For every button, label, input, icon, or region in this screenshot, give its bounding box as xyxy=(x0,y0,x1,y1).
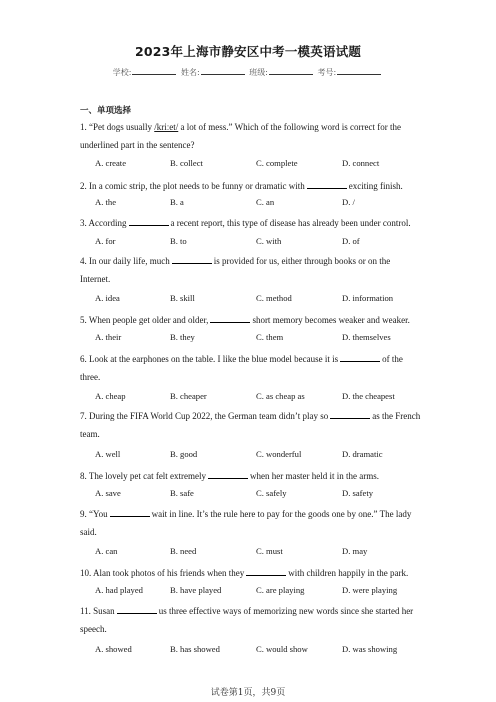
option-d[interactable]: D. connect xyxy=(342,158,380,168)
option-d[interactable]: D. may xyxy=(342,546,368,556)
option-c[interactable]: C. complete xyxy=(256,158,298,168)
student-info-line xyxy=(0,66,496,78)
option-d[interactable]: D. information xyxy=(342,293,394,303)
question-text: When people get older and older, xyxy=(88,315,209,325)
question-number: 3. xyxy=(80,218,87,228)
option-d[interactable]: D. themselves xyxy=(342,332,391,342)
option-c[interactable]: C. safely xyxy=(256,488,287,498)
option-b[interactable]: B. skill xyxy=(170,293,195,303)
option-c[interactable]: C. as cheap as xyxy=(256,391,305,401)
option-a[interactable]: A. for xyxy=(95,236,116,246)
answer-blank[interactable] xyxy=(246,566,286,576)
options-11 xyxy=(0,644,496,658)
options-6 xyxy=(0,391,496,405)
option-a[interactable]: A. cheap xyxy=(95,391,126,401)
question-text: a lot of mess.” Which of the following word is correct for the xyxy=(178,122,402,132)
options-9 xyxy=(0,546,496,560)
question-number: 6. xyxy=(80,354,87,364)
option-a[interactable]: A. showed xyxy=(95,644,132,654)
option-a[interactable]: A. the xyxy=(95,197,117,207)
question-text: wait in line. It’s the rule here to pay for the goods one by one.” The lady xyxy=(151,509,412,519)
option-b[interactable]: B. a xyxy=(170,197,184,207)
question-text: According xyxy=(88,218,127,228)
answer-blank[interactable] xyxy=(330,409,370,419)
options-5 xyxy=(0,332,496,346)
question-number: 10. xyxy=(80,568,92,578)
option-c[interactable]: C. would show xyxy=(256,644,308,654)
question-text: The lovely pet cat felt extremely xyxy=(88,471,207,481)
question-9 xyxy=(80,505,418,541)
class-label: 班级: xyxy=(249,68,268,77)
question-text: with children happily in the park. xyxy=(288,568,409,578)
option-d[interactable]: D. / xyxy=(342,197,355,207)
question-text: of the xyxy=(382,354,403,364)
option-c[interactable]: C. are playing xyxy=(256,585,305,595)
page-title: 2023年上海市静安区中考一模英语试题 xyxy=(134,44,362,59)
option-b[interactable]: B. have played xyxy=(170,585,222,595)
options-7 xyxy=(0,449,496,463)
option-d[interactable]: D. were playing xyxy=(342,585,398,595)
question-text: Susan xyxy=(93,606,115,616)
option-c[interactable]: C. an xyxy=(256,197,275,207)
question-number: 2. xyxy=(80,181,87,191)
question-number: 1. xyxy=(80,122,87,132)
question-7 xyxy=(80,407,421,443)
question-text: when her master held it in the arms. xyxy=(250,471,380,481)
options-10 xyxy=(0,585,496,599)
question-8 xyxy=(80,467,418,485)
option-c[interactable]: C. wonderful xyxy=(256,449,302,459)
answer-blank[interactable] xyxy=(110,507,150,517)
option-c[interactable]: C. must xyxy=(256,546,283,556)
school-blank[interactable] xyxy=(132,66,176,75)
question-number: 9. xyxy=(80,509,87,519)
option-a[interactable]: A. idea xyxy=(95,293,120,303)
option-d[interactable]: D. of xyxy=(342,236,360,246)
question-1 xyxy=(80,118,418,154)
option-b[interactable]: B. to xyxy=(170,236,187,246)
answer-blank[interactable] xyxy=(208,469,248,479)
question-number: 11. xyxy=(80,606,91,616)
question-text: “Pet dogs usually xyxy=(89,122,155,132)
option-a[interactable]: A. save xyxy=(95,488,121,498)
option-d[interactable]: D. dramatic xyxy=(342,449,383,459)
question-4 xyxy=(80,252,418,288)
answer-blank[interactable] xyxy=(340,352,380,362)
question-text: In our daily life, much xyxy=(89,256,170,266)
option-a[interactable]: A. their xyxy=(95,332,122,342)
question-number: 4. xyxy=(80,256,87,266)
option-d[interactable]: D. was showing xyxy=(342,644,398,654)
option-b[interactable]: B. they xyxy=(170,332,195,342)
option-c[interactable]: C. method xyxy=(256,293,292,303)
options-8 xyxy=(0,488,496,502)
question-continuation: said. xyxy=(80,527,97,537)
option-a[interactable]: A. had played xyxy=(95,585,143,595)
question-continuation: speech. xyxy=(80,624,107,634)
option-b[interactable]: B. need xyxy=(170,546,197,556)
question-continuation: three. xyxy=(80,372,101,382)
options-1 xyxy=(0,158,496,172)
question-11 xyxy=(80,602,418,638)
answer-blank[interactable] xyxy=(307,179,347,189)
exam-number-blank[interactable] xyxy=(337,66,381,75)
question-text: short memory becomes weaker and weaker. xyxy=(252,315,410,325)
name-label: 姓名: xyxy=(181,68,200,77)
option-c[interactable]: C. them xyxy=(256,332,284,342)
option-b[interactable]: B. has showed xyxy=(170,644,220,654)
options-3 xyxy=(0,236,496,250)
option-b[interactable]: B. safe xyxy=(170,488,194,498)
question-6 xyxy=(80,350,418,386)
question-2 xyxy=(80,177,418,195)
question-text: is provided for us, either through books or on the xyxy=(213,256,391,266)
question-text: “You xyxy=(89,509,108,519)
options-2 xyxy=(0,197,496,211)
school-label: 学校: xyxy=(112,68,132,77)
question-number: 8. xyxy=(80,471,87,481)
page-footer: 试卷第1页，共9页 xyxy=(210,688,286,698)
question-text: During the FIFA World Cup 2022, the German team didn’t play so xyxy=(89,411,329,421)
underlined-phonetic: /kriːet/ xyxy=(154,122,179,132)
question-continuation: underlined part in the sentence? xyxy=(80,140,195,150)
question-10 xyxy=(80,564,418,582)
section-heading: 一、单项选择 xyxy=(80,106,132,116)
option-a[interactable]: A. well xyxy=(95,449,121,459)
option-d[interactable]: D. safety xyxy=(342,488,374,498)
question-text: exciting finish. xyxy=(348,181,403,191)
answer-blank[interactable] xyxy=(129,216,169,226)
answer-blank[interactable] xyxy=(172,254,212,264)
question-5 xyxy=(80,311,418,329)
question-3 xyxy=(80,214,418,232)
question-text: Alan took photos of his friends when they xyxy=(93,568,245,578)
option-d[interactable]: D. the cheapest xyxy=(342,391,395,401)
option-c[interactable]: C. with xyxy=(256,236,282,246)
question-text: us three effective ways of memorizing new words since she started her xyxy=(158,606,414,616)
name-blank[interactable] xyxy=(201,66,245,75)
question-continuation: Internet. xyxy=(80,274,111,284)
answer-blank[interactable] xyxy=(210,313,250,323)
question-text: Look at the earphones on the table. I like the blue model because it is xyxy=(89,354,339,364)
option-b[interactable]: B. good xyxy=(170,449,198,459)
option-b[interactable]: B. cheaper xyxy=(170,391,207,401)
question-text: In a comic strip, the plot needs to be funny or dramatic with xyxy=(89,181,305,191)
exam-number-label: 考号: xyxy=(317,68,337,77)
question-number: 7. xyxy=(80,411,87,421)
answer-blank[interactable] xyxy=(117,604,157,614)
question-text: a recent report, this type of disease has already been under control. xyxy=(170,218,411,228)
question-number: 5. xyxy=(80,315,87,325)
option-a[interactable]: A. can xyxy=(95,546,118,556)
option-a[interactable]: A. create xyxy=(95,158,127,168)
option-b[interactable]: B. collect xyxy=(170,158,203,168)
question-text: as the French xyxy=(372,411,421,421)
class-blank[interactable] xyxy=(269,66,313,75)
question-continuation: team. xyxy=(80,429,100,439)
options-4 xyxy=(0,293,496,307)
